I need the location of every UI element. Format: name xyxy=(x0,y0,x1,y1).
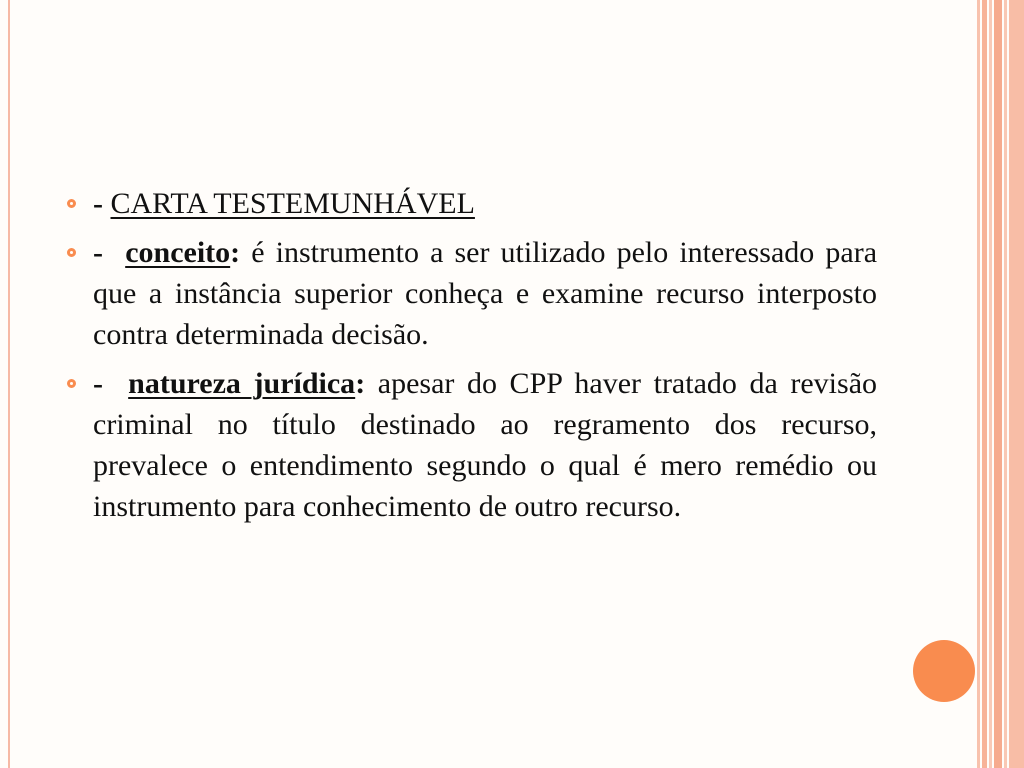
circle-bullet-icon xyxy=(67,199,76,208)
circle-bullet-icon xyxy=(67,379,76,388)
decorative-circle xyxy=(913,640,975,702)
circle-bullet-icon xyxy=(67,248,76,257)
decorative-stripe xyxy=(1004,0,1007,768)
section-heading: CARTA TESTEMUNHÁVEL xyxy=(110,187,475,220)
decorative-stripe xyxy=(982,0,987,768)
bullet-item-title xyxy=(63,183,877,224)
dash: - xyxy=(93,187,103,220)
decorative-stripe xyxy=(1009,0,1024,768)
bullet-list xyxy=(63,183,877,535)
decorative-stripe xyxy=(989,0,992,768)
bullet-item-natureza xyxy=(63,363,877,527)
dash: - xyxy=(93,236,103,269)
decorative-stripe xyxy=(994,0,1002,768)
dash: - xyxy=(93,367,103,400)
colon: : xyxy=(230,236,241,269)
left-border-line xyxy=(8,0,10,768)
bullet-text: apesar do CPP haver tratado da revisão criminal no título destinado ao regramento dos recurso, prevalece o entendimento segundo o qual é mero remédio ou instrumento para conhecimento de outro recurso. xyxy=(93,367,878,523)
keyword-conceito: conceito xyxy=(125,236,231,269)
colon: : xyxy=(355,367,366,400)
decorative-stripe xyxy=(977,0,980,768)
keyword-natureza-juridica: natureza jurídica xyxy=(128,367,356,400)
bullet-item-conceito xyxy=(63,232,877,355)
bullet-text: é instrumento a ser utilizado pelo interessado para que a instância superior conheça e examine recurso interposto contra determinada decisão. xyxy=(93,236,878,351)
